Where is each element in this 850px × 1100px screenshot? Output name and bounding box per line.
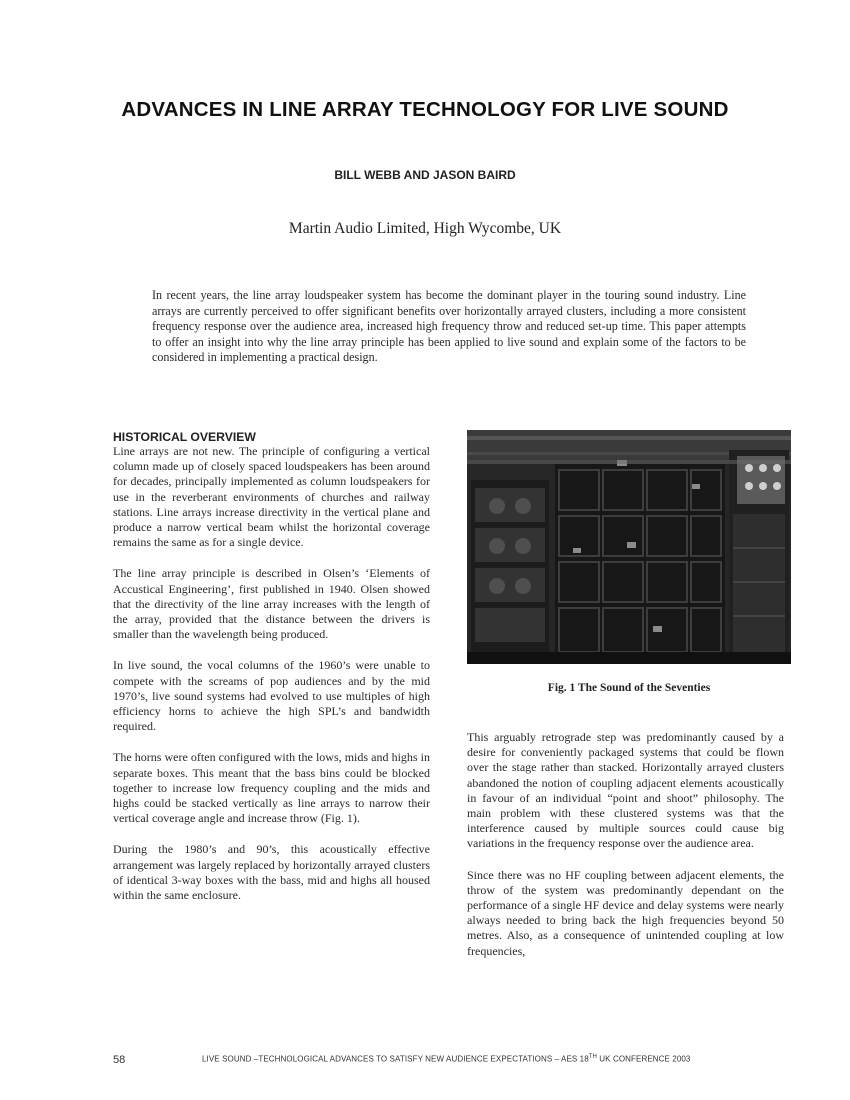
footer-superscript: TH <box>588 1054 597 1060</box>
paragraph: This arguably retrograde step was predominantly caused by a desire for conveniently packaged systems that could be flown over the stage rather than stacked. Horizontally arrayed clusters abandoned the notion of coupling adjacent elements acoustically in favour of an individual “point and shoot” philosophy. The main problem with these clustered systems was that the interference caused by multiple sources could cause big variations in the frequency response over the audience area. <box>467 730 784 851</box>
abstract: In recent years, the line array loudspeaker system has become the dominant player in the touring sound industry. Line arrays are currently perceived to offer significant benefits over horizontally arrayed clusters, including a more consistent frequency response over the audience area, increased high frequency throw and reduced set-up time. This paper attempts to offer an insight into why the line array principle has been applied to live sound and explain some of the factors to be considered in implementing a practical design. <box>152 288 746 365</box>
paragraph: Since there was no HF coupling between adjacent elements, the throw of the system was predominantly dependant on the performance of a single HF device and delay systems were nearly always needed to bring back the high frequencies beyond 50 metres. Also, as a consequence of unintended coupling at low frequencies, <box>467 867 784 958</box>
paper-authors: BILL WEBB AND JASON BAIRD <box>334 168 516 182</box>
paragraph: The line array principle is described in Olsen’s ‘Elements of Accustical Engineering’, first published in 1940. Olsen showed that the directivity of the line array increases with the length of the array, provided that the distance between the drivers is smaller than the wavelength being produced. <box>113 566 430 642</box>
figure-caption: Fig. 1 The Sound of the Seventies <box>547 682 711 694</box>
right-column <box>467 730 784 975</box>
footer-text-end: UK CONFERENCE 2003 <box>596 1054 691 1064</box>
left-column <box>113 430 430 919</box>
figure-1-photo <box>467 430 791 664</box>
paper-affiliation: Martin Audio Limited, High Wycombe, UK <box>288 220 562 237</box>
page-number: 58 <box>113 1054 126 1066</box>
paragraph: The horns were often configured with the lows, mids and highs in separate boxes. This meant that the bass bins could be blocked together to increase low frequency coupling and the mids and highs could be stacked vertically as line arrays to narrow their vertical coverage angle and increase throw (Fig. 1). <box>113 750 430 826</box>
paragraph: In live sound, the vocal columns of the 1960’s were unable to compete with the screams of pop audiences and by the mid 1970’s, live sound systems had evolved to use multiples of high efficiency horns to achieve the high SPL’s and bandwidth required. <box>113 658 430 734</box>
paragraph: During the 1980’s and 90’s, this acoustically effective arrangement was largely replaced by horizontally arrayed clusters of identical 3-way boxes with the bass, mid and highs all housed within the same enclosure. <box>113 842 430 903</box>
footer-text: LIVE SOUND –TECHNOLOGICAL ADVANCES TO SATISFY NEW AUDIENCE EXPECTATIONS – AES 18 <box>202 1054 589 1064</box>
paper-title: ADVANCES IN LINE ARRAY TECHNOLOGY FOR LIVE SOUND <box>121 98 729 121</box>
paragraph: Line arrays are not new. The principle of configuring a vertical column made up of closely spaced loudspeakers has been around for decades, principally implemented as column loudspeakers for use in the reverberant environments of churches and railway stations. Line arrays increase directivity in the vertical plane and produce a narrow vertical beam whilst the horizontal coverage remains the same as for a single device. <box>113 444 430 550</box>
section-heading: HISTORICAL OVERVIEW <box>113 430 256 444</box>
running-footer <box>202 1054 690 1064</box>
speaker-stack-image <box>467 430 791 664</box>
